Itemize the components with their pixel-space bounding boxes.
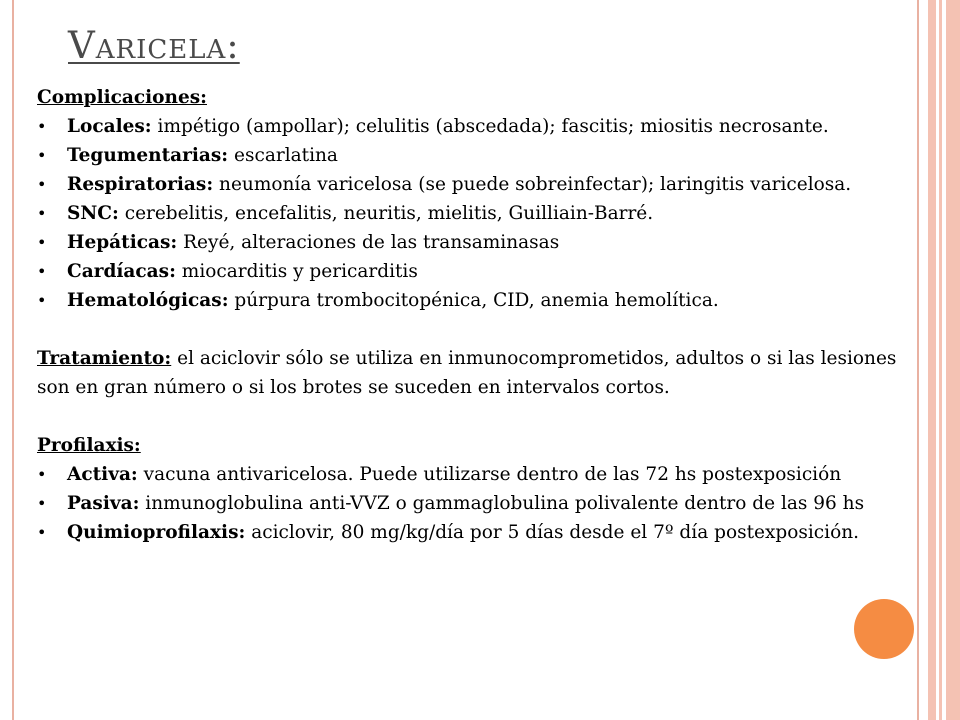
item-label: SNC:: [67, 203, 119, 224]
item-label: Cardíacas:: [67, 261, 176, 282]
list-item: [37, 460, 907, 489]
tratamiento-paragraph: [37, 344, 907, 402]
item-label: Hepáticas:: [67, 232, 178, 253]
list-item: [37, 489, 907, 518]
bullet-icon: •: [37, 494, 47, 513]
bullet-icon: •: [37, 262, 47, 281]
item-text: Reyé, alteraciones de las transaminasas: [177, 232, 560, 253]
bullet-icon: •: [37, 146, 47, 165]
decorative-circle: [854, 599, 914, 659]
item-text: vacuna antivaricelosa. Puede utilizarse dentro de las 72 hs postexposición: [137, 464, 842, 485]
list-item: [37, 257, 907, 286]
item-text: inmunoglobulina anti-VVZ o gammaglobulina polivalente dentro de las 96 hs: [139, 493, 865, 514]
item-text: púrpura trombocitopénica, CID, anemia hemolítica.: [228, 290, 719, 311]
list-item: [37, 141, 907, 170]
item-label: Activa:: [67, 464, 138, 485]
item-label: Respiratorias:: [67, 174, 214, 195]
list-item: [37, 286, 907, 315]
bullet-icon: •: [37, 291, 47, 310]
complicaciones-heading: Complicaciones:: [37, 87, 207, 108]
list-item: [37, 112, 907, 141]
bullet-icon: •: [37, 465, 47, 484]
item-text: aciclovir, 80 mg/kg/día por 5 días desde el 7º día postexposición.: [245, 522, 859, 543]
right-frame-line: [917, 0, 919, 720]
item-text: neumonía varicelosa (se puede sobreinfectar); laringitis varicelosa.: [213, 174, 852, 195]
right-decor-band-thin: [939, 0, 942, 720]
item-label: Locales:: [67, 116, 152, 137]
item-text: escarlatina: [228, 145, 338, 166]
bullet-icon: •: [37, 233, 47, 252]
tratamiento-text: el aciclovir sólo se utiliza en inmunocomprometidos, adultos o si las lesiones son en gran número o si los brotes se suceden en intervalos cortos.: [37, 348, 897, 398]
right-decor-band: [928, 0, 936, 720]
item-label: Hematológicas:: [67, 290, 229, 311]
slide-title: Varicela:: [68, 24, 240, 67]
bullet-icon: •: [37, 523, 47, 542]
list-item: [37, 170, 907, 199]
bullet-icon: •: [37, 117, 47, 136]
spacer: [37, 315, 907, 344]
item-label: Pasiva:: [67, 493, 140, 514]
bullet-icon: •: [37, 204, 47, 223]
list-item: [37, 228, 907, 257]
right-decor-band-outer: [946, 0, 960, 720]
item-text: impétigo (ampollar); celulitis (abscedada); fascitis; miositis necrosante.: [151, 116, 829, 137]
list-item: [37, 199, 907, 228]
item-label: Quimioprofilaxis:: [67, 522, 246, 543]
tratamiento-heading: Tratamiento:: [37, 348, 172, 369]
item-label: Tegumentarias:: [67, 145, 229, 166]
slide-content: [37, 83, 907, 547]
spacer: [37, 402, 907, 431]
profilaxis-heading: Profilaxis:: [37, 435, 141, 456]
item-text: miocarditis y pericarditis: [175, 261, 418, 282]
left-frame-line: [12, 0, 14, 720]
item-text: cerebelitis, encefalitis, neuritis, mielitis, Guilliain-Barré.: [118, 203, 654, 224]
list-item: [37, 518, 907, 547]
bullet-icon: •: [37, 175, 47, 194]
